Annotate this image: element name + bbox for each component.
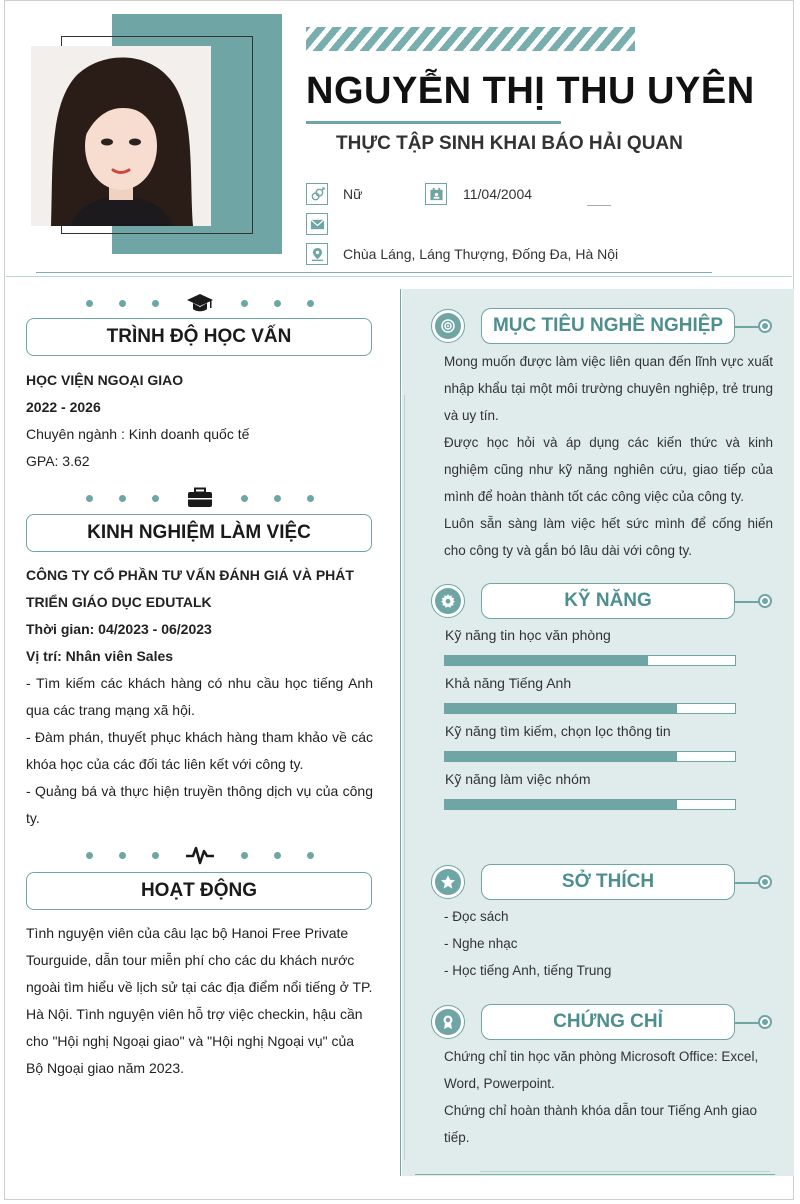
skill-bar-fill — [445, 656, 648, 665]
hobbies-connector — [735, 882, 759, 884]
skill-bar — [444, 703, 736, 714]
gender-value: Nữ — [343, 186, 363, 202]
skill-bar — [444, 751, 736, 762]
footer-divider — [415, 1174, 775, 1175]
address-value: Chùa Láng, Láng Thượng, Đống Đa, Hà Nội — [343, 246, 619, 262]
briefcase-icon — [185, 485, 215, 511]
section-dots-education — [86, 290, 316, 316]
decorative-stripes — [306, 27, 635, 51]
skill-label: Khả năng Tiếng Anh — [445, 675, 572, 691]
column-divider — [400, 289, 401, 1176]
hobbies-title: SỞ THÍCH — [481, 864, 735, 900]
certificates-connector — [735, 1022, 759, 1024]
activities-text: Tình nguyện viên của câu lạc bộ Hanoi Free Private Tourguide, dẫn tour miễn phí cho các du khách nước ngoài tìm hiểu về lịch sử tại các địa điểm nổi tiếng ở TP. Hà Nội. Tình nguyện viên hỗ trợ việc checkin, hậu cần cho "Hội nghị Ngoại giao" và "Hội nghị Ngoại vụ" của Bộ Ngoại giao năm 2023. — [26, 925, 373, 1076]
hobby-item: - Nghe nhạc — [444, 936, 518, 951]
experience-position: Vị trí: Nhân viên Sales — [26, 648, 174, 664]
location-icon — [306, 243, 328, 265]
objective-paragraph: Được học hỏi và áp dụng các kiến thức và kinh nghiệm cũng như kỹ năng nghiên cứu, giao tiếp của mình để hoàn thành tốt các công việc của công ty. — [444, 435, 773, 504]
experience-period: Thời gian: 04/2023 - 06/2023 — [26, 621, 212, 637]
education-details — [26, 367, 373, 475]
footer-divider-secondary — [480, 1171, 770, 1172]
education-gpa: GPA: 3.62 — [26, 453, 90, 469]
certificate-item: Chứng chỉ hoàn thành khóa dẫn tour Tiếng Anh giao tiếp. — [444, 1103, 758, 1145]
hobbies-connector-end — [758, 875, 772, 889]
objective-paragraph: Mong muốn được làm việc liên quan đến lĩnh vực xuất nhập khẩu tại một môi trường chuyên nghiệp, trẻ trung và uy tín. — [444, 354, 773, 423]
activities-details — [26, 920, 373, 1082]
graduation-cap-icon — [185, 290, 215, 316]
education-major: Chuyên ngành : Kinh doanh quốc tế — [26, 426, 250, 442]
hobby-item: - Học tiếng Anh, tiếng Trung — [444, 963, 612, 978]
objective-paragraph: Luôn sẵn sàng làm việc hết sức mình để cống hiến cho công ty và gắn bó lâu dài với công ty. — [444, 516, 773, 558]
objective-text — [444, 348, 773, 564]
column-divider-inner — [404, 395, 405, 1160]
skill-bar-fill — [445, 800, 677, 809]
education-years: 2022 - 2026 — [26, 399, 101, 415]
section-dots-activities — [86, 842, 316, 868]
profile-photo — [31, 46, 211, 226]
experience-duty: - Đàm phán, thuyết phục khách hàng tham khảo về các khóa học của các đối tác liên kết với công ty. — [26, 729, 373, 772]
experience-duty: - Quảng bá và thực hiện truyền thông dịch vụ của công ty. — [26, 783, 373, 826]
objective-connector — [735, 326, 759, 328]
activities-title: HOẠT ĐỘNG — [26, 872, 372, 910]
education-school: HỌC VIỆN NGOẠI GIAO — [26, 372, 184, 388]
education-title: TRÌNH ĐỘ HỌC VẤN — [26, 318, 372, 356]
header-divider — [36, 272, 712, 273]
certificate-item: Chứng chỉ tin học văn phòng Microsoft Office: Excel, Word, Powerpoint. — [444, 1049, 759, 1091]
certificates-connector-end — [758, 1015, 772, 1029]
skill-label: Kỹ năng tìm kiếm, chọn lọc thông tin — [445, 723, 671, 739]
experience-details — [26, 562, 373, 832]
skill-bar — [444, 799, 736, 810]
hobby-item: - Đọc sách — [444, 909, 509, 924]
skill-label: Kỹ năng tin học văn phòng — [445, 627, 611, 643]
section-dots-experience — [86, 485, 316, 511]
email-icon — [306, 213, 328, 235]
skills-connector — [735, 601, 759, 603]
skills-title: KỸ NĂNG — [481, 583, 735, 619]
skill-bar-fill — [445, 752, 677, 761]
medal-icon — [431, 1005, 465, 1039]
skill-bar-fill — [445, 704, 677, 713]
objective-title: MỤC TIÊU NGHỀ NGHIỆP — [481, 308, 735, 344]
experience-title: KINH NGHIỆM LÀM VIỆC — [26, 514, 372, 552]
objective-connector-end — [758, 319, 772, 333]
header-divider-secondary — [6, 276, 792, 277]
skill-label: Kỹ năng làm việc nhóm — [445, 771, 591, 787]
certificates-title: CHỨNG CHỈ — [481, 1004, 735, 1040]
gender-icon — [306, 183, 328, 205]
gear-icon — [431, 584, 465, 618]
target-icon — [431, 309, 465, 343]
candidate-name: NGUYỄN THỊ THU UYÊN — [306, 70, 755, 112]
job-title: THỰC TẬP SINH KHAI BÁO HẢI QUAN — [336, 133, 683, 154]
hobbies-list — [444, 903, 773, 984]
star-icon — [431, 865, 465, 899]
certificates-list — [444, 1043, 773, 1151]
skills-connector-end — [758, 594, 772, 608]
name-underline — [306, 121, 561, 124]
experience-company: CÔNG TY CỔ PHẦN TƯ VẤN ĐÁNH GIÁ VÀ PHÁT TRIỂN GIÁO DỤC EDUTALK — [26, 567, 354, 610]
skill-bar — [444, 655, 736, 666]
birthdate-value: 11/04/2004 — [463, 186, 533, 202]
redacted-field — [587, 183, 611, 206]
experience-duty: - Tìm kiếm các khách hàng có nhu cầu học tiếng Anh qua các trang mạng xã hội. — [26, 675, 373, 718]
calendar-id-icon — [425, 183, 447, 205]
pulse-icon — [185, 842, 215, 868]
